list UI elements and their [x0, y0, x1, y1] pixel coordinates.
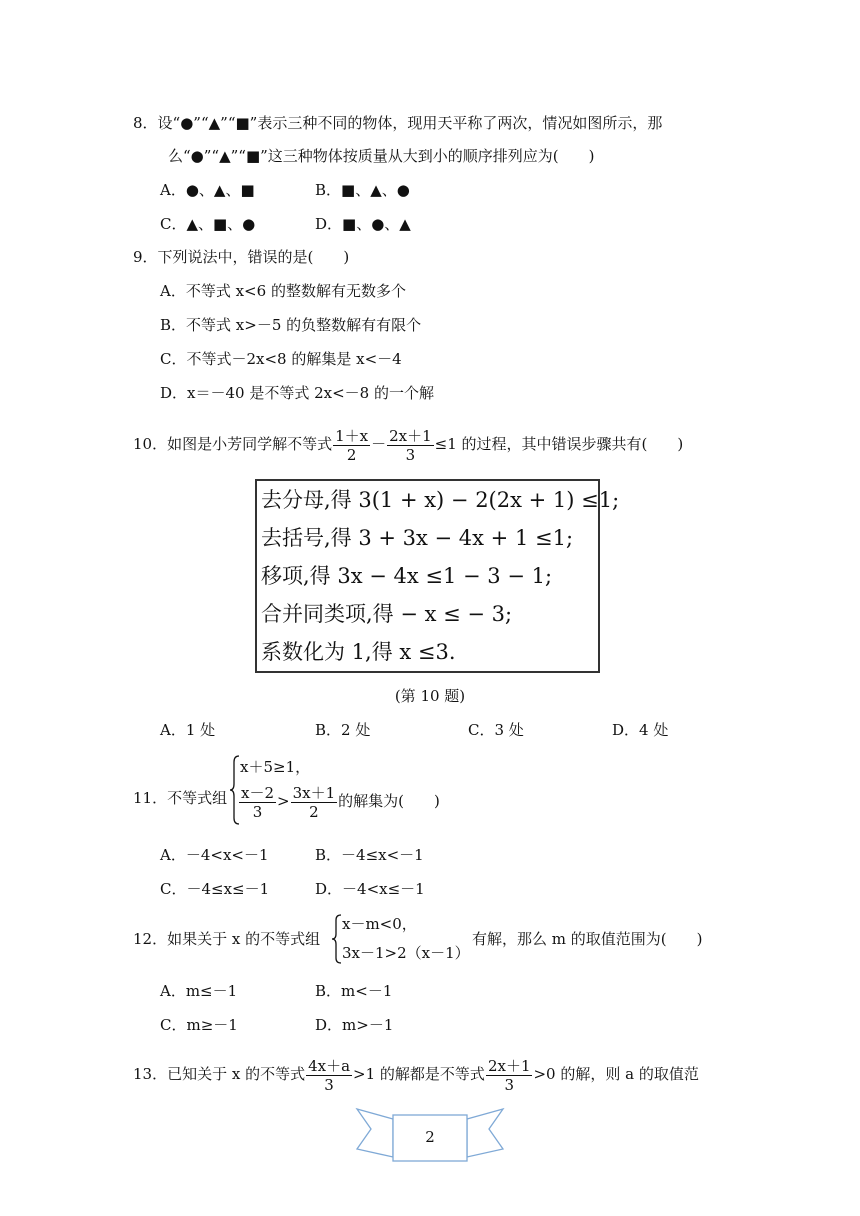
q12-system-line2: 3x－1>2（x－1） [342, 944, 470, 962]
q10-stem-after: ≤1 的过程，其中错误步骤共有( ) [434, 435, 684, 453]
q10-solution-box [255, 479, 620, 673]
q9-option-d: D．x＝－40 是不等式 2x<－8 的一个解 [160, 384, 434, 402]
q8-stem-line2: 么“●”“▲”“■”这三种物体按质量从大到小的顺序排列应为( ) [168, 147, 595, 165]
q10-frac1-denominator: 2 [346, 445, 357, 464]
q10-step-1: 去分母,得 3(1 + x) − 2(2x + 1) ≤1; [261, 488, 620, 512]
q8-option-a: A．●、▲、■ [160, 181, 255, 199]
q11-frac2-denominator: 2 [309, 802, 319, 821]
q10-step-5: 系数化为 1,得 x ≤3. [261, 640, 456, 664]
q13-frac1-denominator: 3 [324, 1075, 334, 1094]
q10-stem-before: 10．如图是小芳同学解不等式 [133, 435, 333, 453]
q9-option-a: A．不等式 x<6 的整数解有无数多个 [160, 282, 406, 300]
q13-frac2-numerator: 2x＋1 [487, 1056, 531, 1075]
q10-step-2: 去括号,得 3 + 3x − 4x + 1 ≤1; [261, 526, 574, 550]
q8-option-b: B．■、▲、● [315, 181, 410, 199]
q11-option-a: A．－4<x<－1 [160, 846, 269, 864]
page-number: 2 [425, 1128, 435, 1146]
q11-fraction-1 [239, 784, 276, 821]
q11-frac1-numerator: x－2 [241, 783, 275, 802]
q11-fraction-2 [291, 784, 338, 821]
q10-step-4: 合并同类项,得 − x ≤ − 3; [261, 602, 513, 626]
q10-option-b: B．2 处 [315, 721, 371, 739]
q10-frac1-numerator: 1＋x [335, 426, 369, 445]
q11-system-line2 [238, 781, 440, 821]
q13-fraction-1 [306, 1057, 352, 1094]
q12-stem-before: 12．如果关于 x 的不等式组 [133, 930, 321, 948]
q11-frac2-numerator: 3x＋1 [292, 783, 336, 802]
q12-system-line1: x－m<0， [342, 915, 417, 933]
q13-frac2-denominator: 3 [504, 1075, 514, 1094]
q13-fraction-2 [486, 1057, 533, 1094]
q11-stem-after: 的解集为( ) [338, 792, 440, 810]
q10-option-a: A．1 处 [160, 721, 216, 739]
q10-minus: － [371, 435, 387, 453]
q10-frac2-numerator: 2x＋1 [389, 426, 432, 445]
q9-option-b: B．不等式 x>－5 的负整数解有有限个 [160, 316, 422, 334]
q12-stem-after: 有解，那么 m 的取值范围为( ) [472, 930, 703, 948]
q10-option-c: C．3 处 [468, 721, 524, 739]
q12-option-d: D．m>－1 [315, 1016, 394, 1034]
q8-option-d: D．■、●、▲ [315, 215, 411, 233]
q11-gt: > [277, 792, 290, 810]
q9-option-c: C．不等式－2x<8 的解集是 x<－4 [160, 350, 402, 368]
q13-stem [133, 1052, 699, 1096]
q12-option-a: A．m≤－1 [160, 982, 238, 1000]
q10-fraction-2 [387, 427, 434, 464]
q13-stem-after: >0 的解，则 a 的取值范 [533, 1065, 699, 1083]
q11-stem-before: 11．不等式组 [133, 789, 228, 807]
q10-option-d: D．4 处 [612, 721, 669, 739]
q11-option-d: D．－4<x≤－1 [315, 880, 425, 898]
q10-stem [133, 422, 683, 466]
q13-stem-before: 13．已知关于 x 的不等式 [133, 1065, 306, 1083]
q10-caption: (第 10 题) [394, 687, 466, 705]
q11-option-c: C．－4≤x≤－1 [160, 880, 270, 898]
q12-option-b: B．m<－1 [315, 982, 393, 1000]
q8-stem-line1: 8．设“●”“▲”“■”表示三种不同的物体，现用天平称了两次，情况如图所示，那 [133, 114, 663, 132]
q10-step-3: 移项,得 3x − 4x ≤1 − 3 − 1; [261, 564, 553, 588]
q10-frac2-denominator: 3 [405, 445, 416, 464]
q12-option-c: C．m≥－1 [160, 1016, 238, 1034]
q11-frac1-denominator: 3 [252, 802, 263, 821]
q13-frac1-numerator: 4x＋a [308, 1056, 351, 1075]
q9-stem: 9．下列说法中，错误的是( ) [133, 248, 350, 266]
q8-option-c: C．▲、■、● [160, 215, 256, 233]
q11-system-line1: x＋5≥1， [240, 758, 311, 776]
q13-stem-mid: >1 的解都是不等式 [353, 1065, 485, 1083]
q10-fraction-1 [333, 427, 370, 464]
q11-option-b: B．－4≤x<－1 [315, 846, 424, 864]
